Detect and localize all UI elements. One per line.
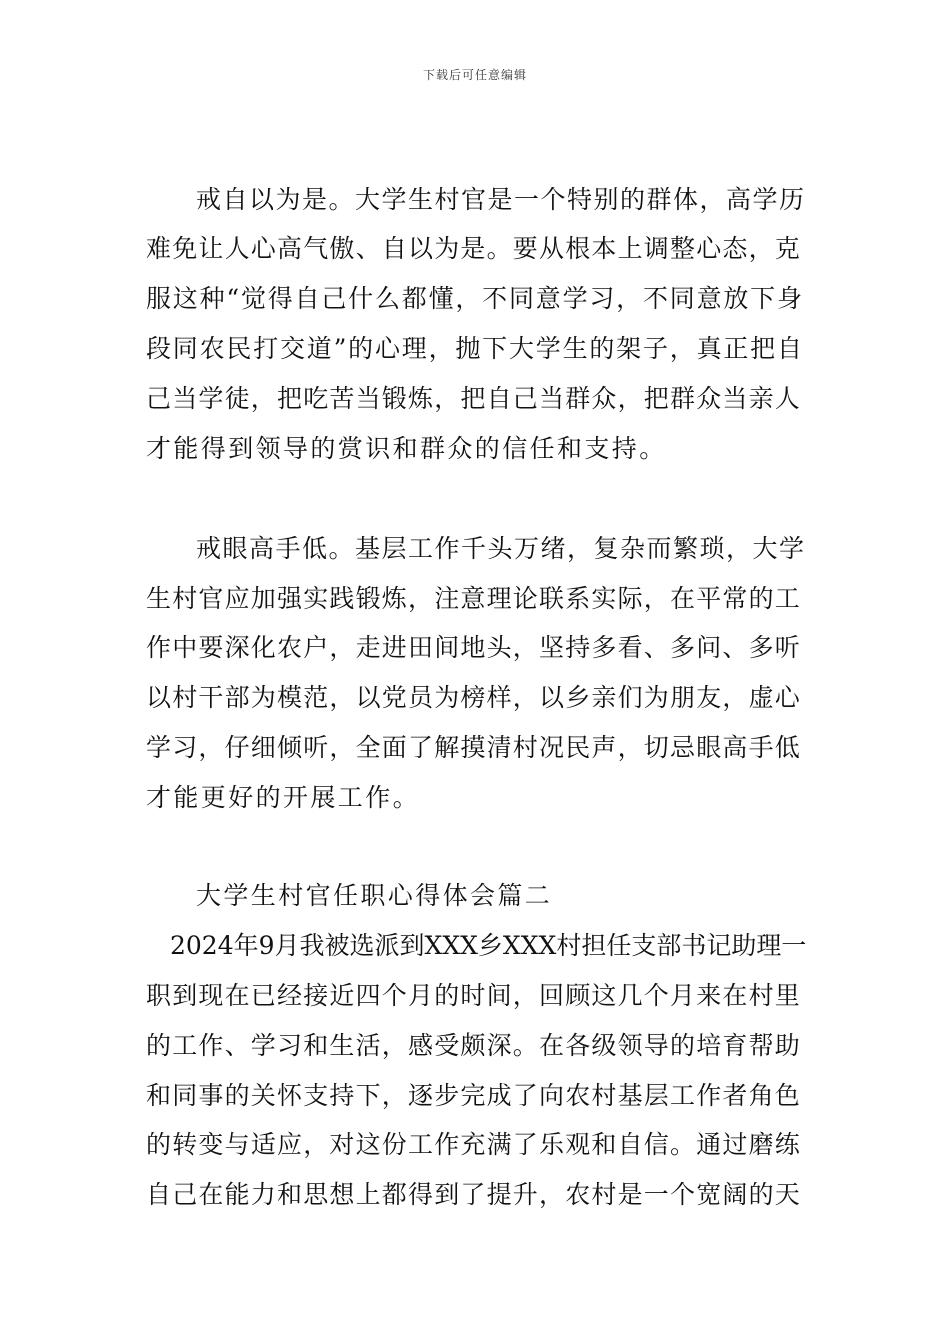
paragraph-2-line-4: 以村干部为模范，以党员为榜样，以乡亲们为朋友，虚心: [146, 683, 802, 712]
paragraph-2-line-1: 戒眼高手低。基层工作千头万绪，复杂而繁琐，大学: [196, 534, 806, 563]
paragraph-1-line-5: 己当学徒，把吃苦当锻炼，把自己当群众，把群众当亲人: [146, 384, 802, 413]
paragraph-1-line-6: 才能得到领导的赏识和群众的信任和支持。: [146, 434, 667, 463]
paragraph-1-line-4: 段同农民打交道”的心理，抛下大学生的架子，真正把自: [146, 334, 804, 363]
paragraph-2-line-6: 才能更好的开展工作。: [146, 783, 421, 812]
paragraph-3-line-2: 职到现在已经接近四个月的时间，回顾这几个月来在村里: [146, 981, 802, 1010]
header-note: 下载后可任意编辑: [422, 68, 527, 82]
paragraph-1-line-1: 戒自以为是。大学生村官是一个特别的群体，高学历: [196, 185, 806, 214]
section-heading: 大学生村官任职心得体会篇二: [196, 881, 553, 910]
paragraph-1-line-2: 难免让人心高气傲、自以为是。要从根本上调整心态，克: [146, 234, 802, 263]
paragraph-1-line-3: 服这种“觉得自己什么都懂，不同意学习，不同意放下身: [146, 284, 804, 313]
paragraph-3-line-5: 的转变与适应，对这份工作充满了乐观和自信。通过磨练: [146, 1130, 802, 1159]
paragraph-3-line-4: 和同事的关怀支持下，逐步完成了向农村基层工作者角色: [146, 1081, 802, 1110]
paragraph-2-line-2: 生村官应加强实践锻炼，注意理论联系实际，在平常的工: [146, 584, 802, 613]
paragraph-3-line-1: 2024年9月我被选派到XXX乡XXX村担任支部书记助理一: [170, 931, 807, 960]
paragraph-2-line-3: 作中要深化农户，走进田间地头，坚持多看、多问、多听: [146, 633, 802, 662]
paragraph-3-line-6: 自己在能力和思想上都得到了提升，农村是一个宽阔的天: [146, 1180, 802, 1209]
paragraph-3-line-3: 的工作、学习和生活，感受颇深。在各级领导的培育帮助: [146, 1031, 802, 1060]
paragraph-2-line-5: 学习，仔细倾听，全面了解摸清村况民声，切忌眼高手低: [146, 733, 802, 762]
